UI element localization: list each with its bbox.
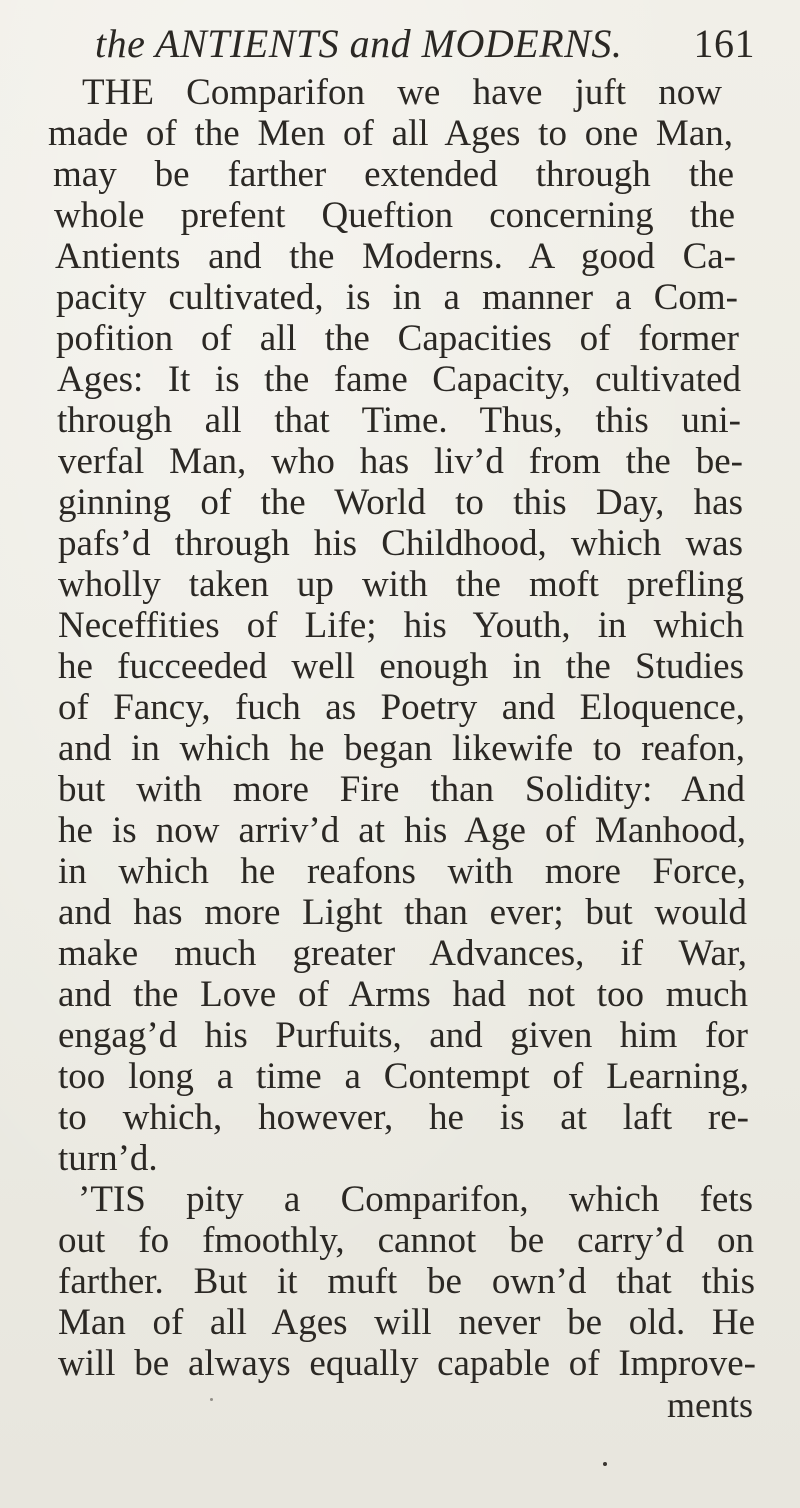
text-line: and the Love of Arms had not too much: [58, 974, 748, 1015]
text-line: and has more Light than ever; but would: [58, 892, 747, 933]
text-line: out fo fmoothly, cannot be carry’d on: [58, 1220, 754, 1261]
text-line: wholly taken up with the moft prefling: [58, 564, 744, 605]
text-line: Neceffities of Life; his Youth, in which: [58, 605, 744, 646]
text-line: too long a time a Contempt of Learning,: [58, 1056, 749, 1097]
ink-speck: [210, 1398, 213, 1401]
text-line: Ages: It is the fame Capacity, cultivated: [57, 359, 741, 400]
text-line: THE Comparifon we have juft now: [82, 72, 722, 113]
page-number: 161: [693, 21, 755, 66]
text-line: ginning of the World to this Day, has: [58, 482, 743, 523]
running-head: [95, 18, 755, 70]
text-line: make much greater Advances, if War,: [58, 933, 747, 974]
text-line: Man of all Ages will never be old. He: [58, 1302, 755, 1343]
text-line: will be always equally capable of Improve-: [58, 1343, 756, 1384]
text-line: verfal Man, who has liv’d from the be-: [58, 441, 743, 482]
text-line: may be farther extended through the: [53, 154, 734, 195]
text-line: he fucceeded well enough in the Studies: [58, 646, 744, 687]
catchword: ments: [667, 1385, 753, 1425]
text-line: farther. But it muft be own’d that this: [58, 1261, 755, 1302]
text-line: ’TIS pity a Comparifon, which fets: [78, 1179, 753, 1220]
text-line: pacity cultivated, is in a manner a Com-: [56, 277, 738, 318]
text-line: he is now arriv’d at his Age of Manhood,: [58, 810, 746, 851]
running-head-title: the ANTIENTS and MODERNS.: [95, 21, 623, 66]
text-line: turn’d.: [58, 1138, 158, 1179]
text-line: whole prefent Queftion concerning the: [54, 195, 735, 236]
text-line: but with more Fire than Solidity: And: [58, 769, 745, 810]
text-line: and in which he began likewife to reafon,: [58, 728, 745, 769]
text-line: Antients and the Moderns. A good Ca-: [55, 236, 736, 277]
text-line: in which he reafons with more Force,: [58, 851, 746, 892]
text-line: made of the Men of all Ages to one Man,: [48, 113, 733, 154]
text-line: through all that Time. Thus, this uni-: [57, 400, 741, 441]
text-line: pafs’d through his Childhood, which was: [58, 523, 743, 564]
text-line: pofition of all the Capacities of former: [56, 318, 739, 359]
text-line: of Fancy, fuch as Poetry and Eloquence,: [58, 687, 745, 728]
ink-speck: [603, 1462, 607, 1466]
text-line: engag’d his Purfuits, and given him for: [58, 1015, 748, 1056]
text-line: to which, however, he is at laft re-: [58, 1097, 749, 1138]
